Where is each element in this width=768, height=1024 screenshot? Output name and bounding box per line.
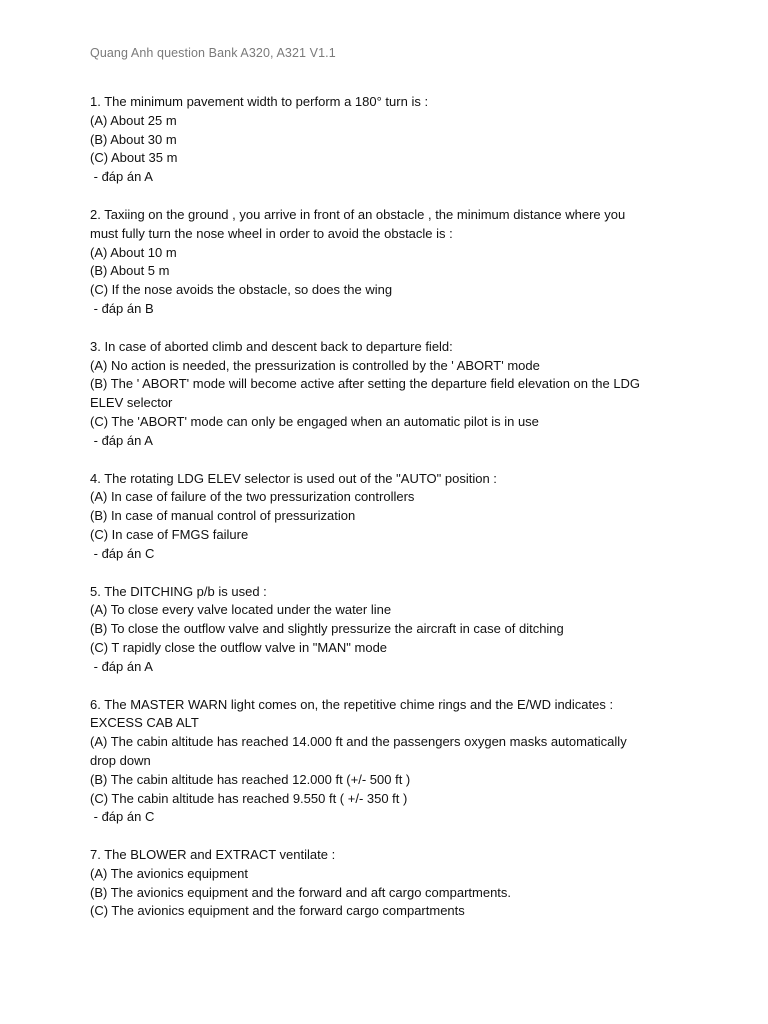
option-c: (C) The cabin altitude has reached 9.550 ft ( +/- 350 ft ) — [90, 790, 408, 806]
option-b: (B) The ' ABORT' mode will become active after setting the departure field elevation on the LDG — [90, 376, 641, 392]
question-list — [90, 93, 690, 940]
option-c: (C) If the nose avoids the obstacle, so does the wing — [90, 282, 393, 298]
answer-key: - đáp án C — [90, 809, 155, 825]
option-b: (B) In case of manual control of pressurization — [90, 508, 356, 524]
option-b: (B) About 5 m — [90, 263, 170, 279]
option-b: (B) The avionics equipment and the forward and aft cargo compartments. — [90, 884, 512, 900]
option-c: (C) The avionics equipment and the forward cargo compartments — [90, 903, 465, 919]
option-b-continued: ELEV selector — [90, 395, 173, 411]
question-stem: 6. The MASTER WARN light comes on, the repetitive chime rings and the E/WD indicates : — [90, 696, 614, 712]
option-a: (A) The cabin altitude has reached 14.000 ft and the passengers oxygen masks automatically — [90, 734, 627, 750]
option-a: (A) About 10 m — [90, 244, 177, 260]
question-stem: 5. The DITCHING p/b is used : — [90, 583, 267, 599]
option-c: (C) The 'ABORT' mode can only be engaged when an automatic pilot is in use — [90, 413, 539, 429]
question-7 — [90, 846, 690, 921]
option-c: (C) In case of FMGS failure — [90, 526, 249, 542]
question-stem: 3. In case of aborted climb and descent back to departure field: — [90, 338, 453, 354]
option-a: (A) To close every valve located under the water line — [90, 602, 392, 618]
question-stem: 7. The BLOWER and EXTRACT ventilate : — [90, 847, 336, 863]
question-stem: 4. The rotating LDG ELEV selector is used out of the "AUTO" position : — [90, 470, 497, 486]
question-4 — [90, 470, 690, 564]
option-a-continued: drop down — [90, 752, 151, 768]
question-2 — [90, 206, 690, 319]
question-3 — [90, 338, 690, 451]
option-b: (B) About 30 m — [90, 131, 177, 147]
answer-key: - đáp án C — [90, 545, 155, 561]
question-6 — [90, 696, 690, 828]
question-stem-continued: EXCESS CAB ALT — [90, 715, 199, 731]
answer-key: - đáp án A — [90, 432, 153, 448]
option-a: (A) In case of failure of the two pressurization controllers — [90, 489, 415, 505]
answer-key: - đáp án B — [90, 300, 154, 316]
option-a: (A) The avionics equipment — [90, 865, 249, 881]
option-a: (A) No action is needed, the pressurization is controlled by the ' ABORT' mode — [90, 357, 540, 373]
option-c: (C) T rapidly close the outflow valve in "MAN" mode — [90, 639, 388, 655]
question-5 — [90, 583, 690, 677]
document-header: Quang Anh question Bank A320, A321 V1.1 — [90, 46, 336, 60]
question-stem: 2. Taxiing on the ground , you arrive in front of an obstacle , the minimum distance where you — [90, 206, 626, 222]
question-stem-continued: must fully turn the nose wheel in order to avoid the obstacle is : — [90, 225, 453, 241]
answer-key: - đáp án A — [90, 169, 153, 185]
question-stem: 1. The minimum pavement width to perform a 180° turn is : — [90, 94, 429, 109]
option-c: (C) About 35 m — [90, 150, 178, 166]
option-a: (A) About 25 m — [90, 112, 177, 128]
answer-key: - đáp án A — [90, 658, 153, 674]
question-1 — [90, 93, 690, 187]
option-b: (B) To close the outflow valve and slightly pressurize the aircraft in case of ditching — [90, 621, 564, 637]
option-b: (B) The cabin altitude has reached 12.000 ft (+/- 500 ft ) — [90, 771, 411, 787]
